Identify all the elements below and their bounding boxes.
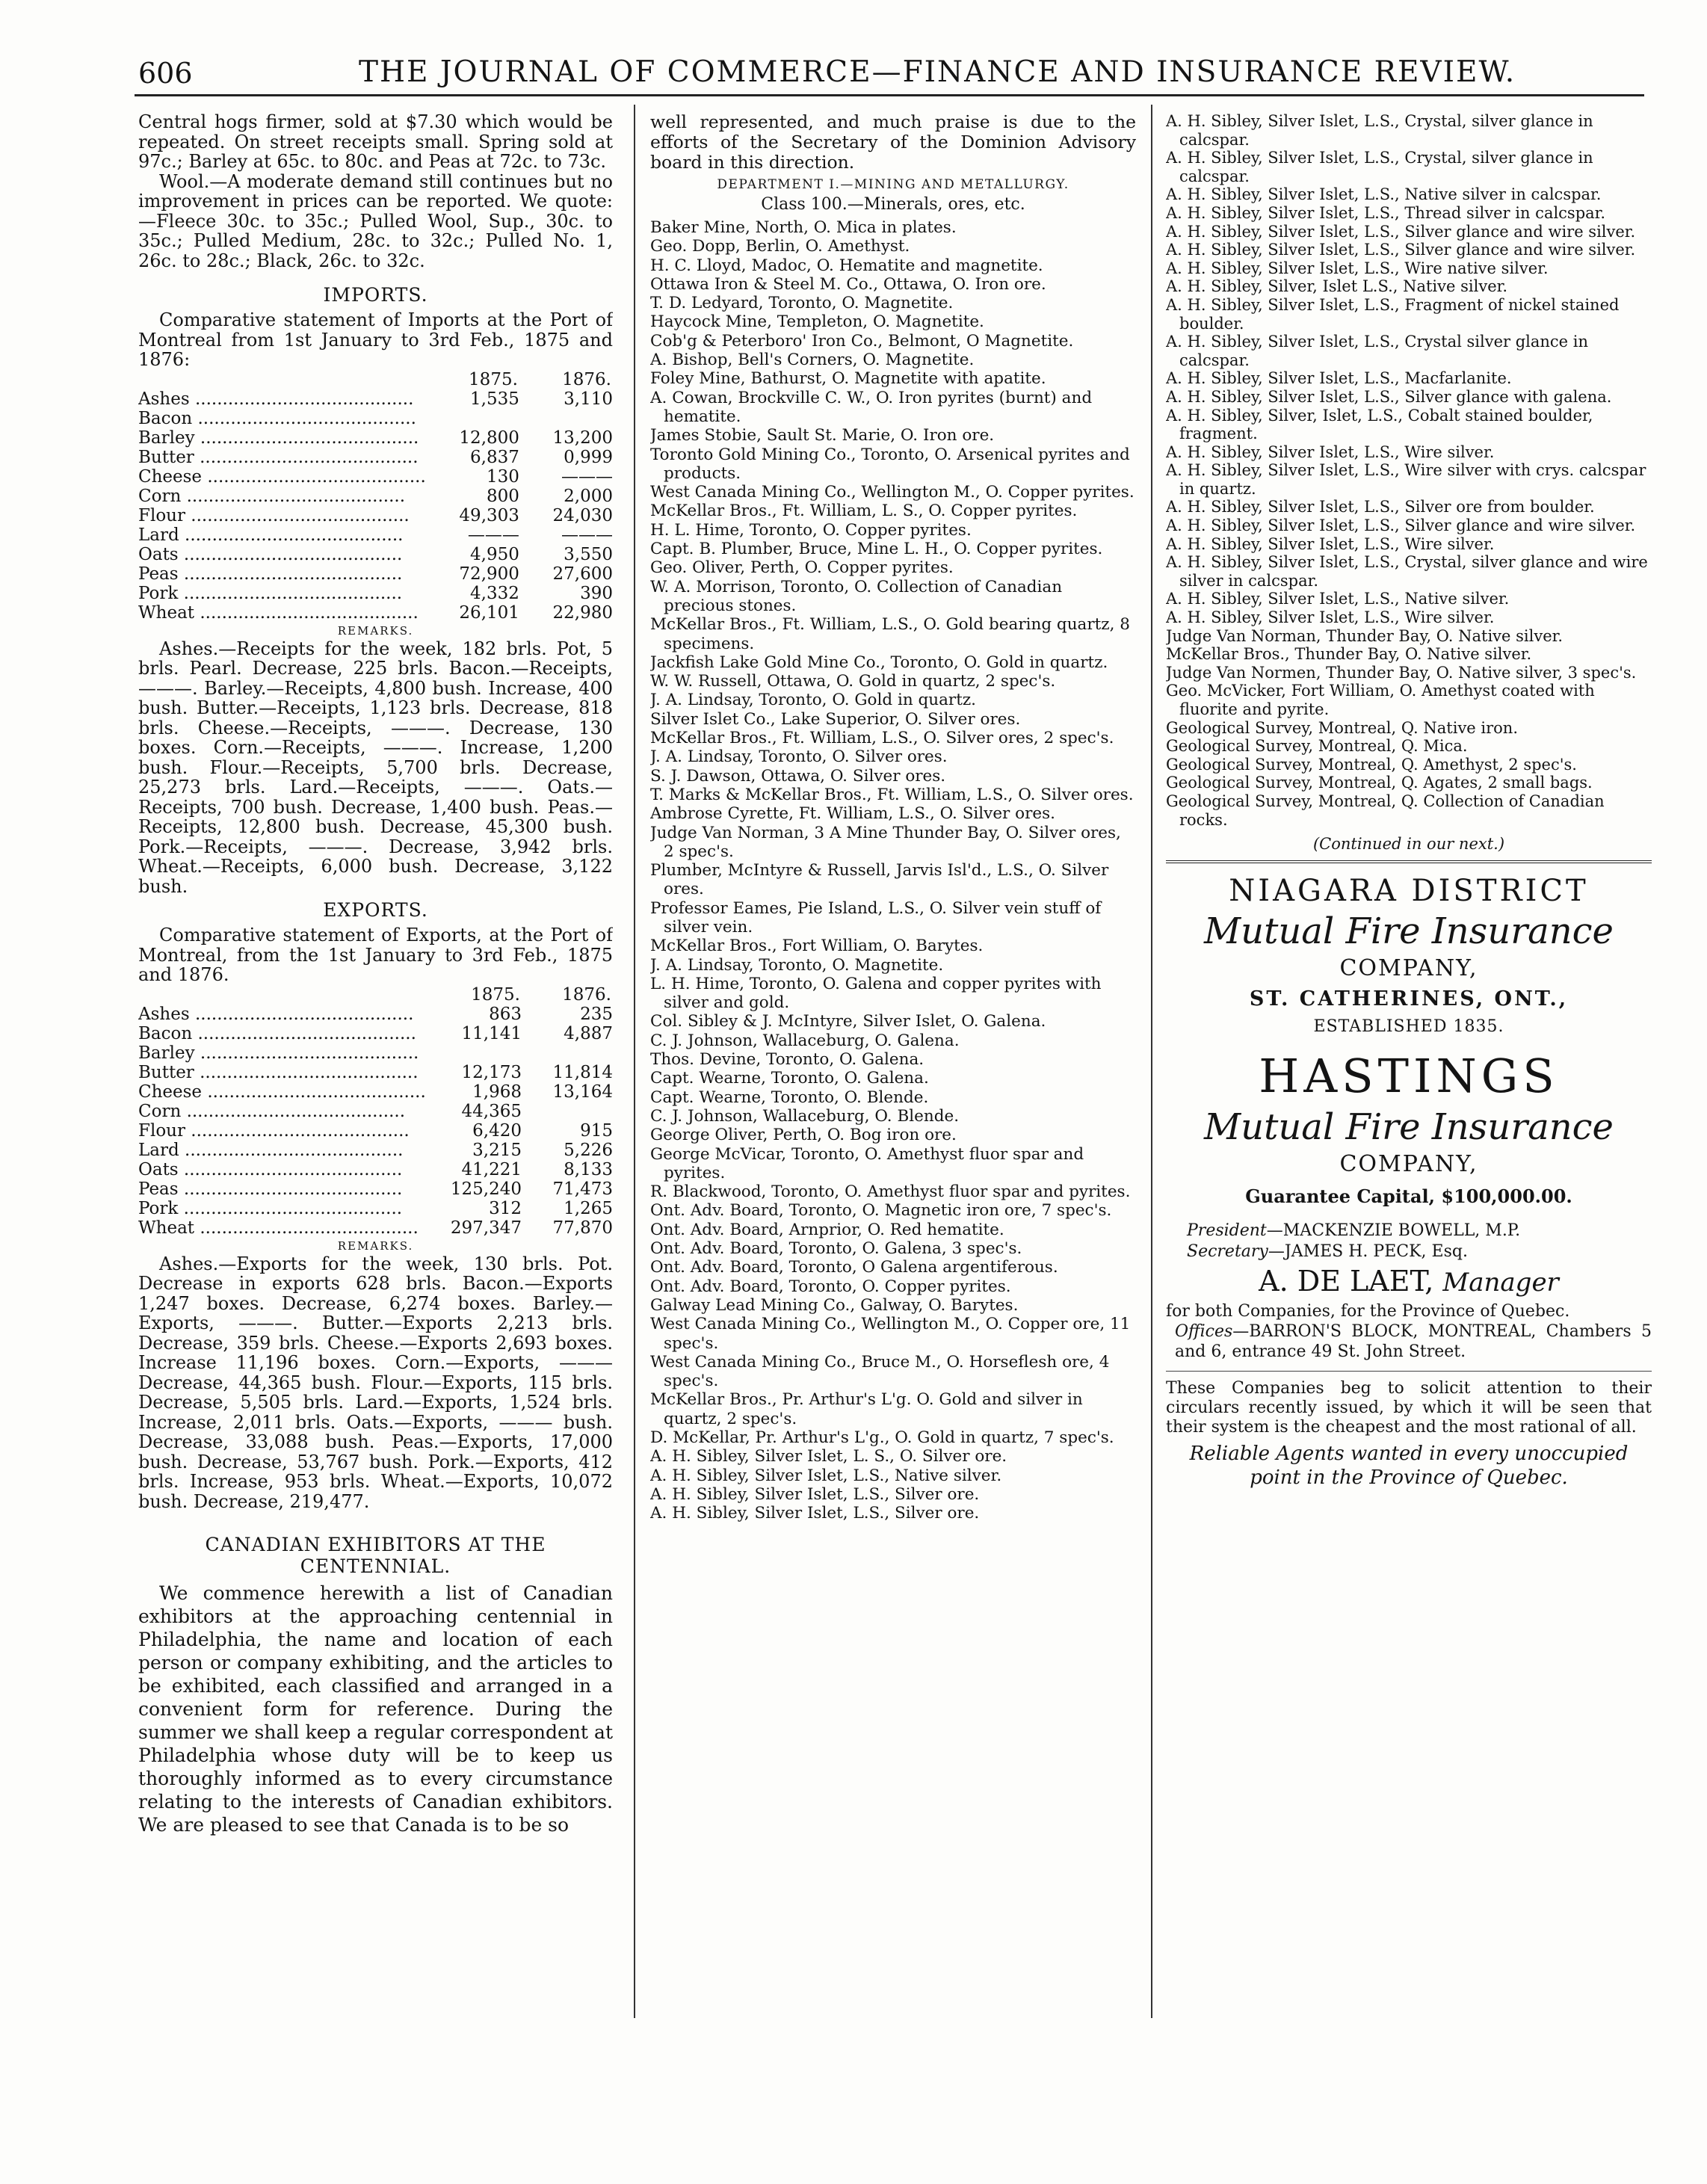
exhibitor-entry: Plumber, McIntyre & Russell, Jarvis Isl'd., L.S., O. Silver ores.	[650, 861, 1109, 899]
guarantee-capital: Guarantee Capital, $100,000.00.	[1245, 1185, 1572, 1208]
imports-row	[138, 584, 613, 603]
exports-value-1876: 13,164	[552, 1082, 613, 1102]
exhibitor-entry: Ottawa Iron & Steel M. Co., Ottawa, O. Iron ore.	[650, 274, 1046, 294]
exhibitor-entry: A. H. Sibley, Silver Islet, L.S., Crystal, silver glance in calcspar.	[1166, 112, 1593, 149]
exports-remarks-heading: REMARKS.	[337, 1238, 414, 1253]
imports-item: Flour ........................................	[138, 505, 410, 525]
exhibitor-entry: T. Marks & McKellar Bros., Ft. William, L.S., O. Silver ores.	[650, 785, 1134, 804]
exhibitor-entry: A. H. Sibley, Silver Islet, L.S., Native silver.	[1166, 590, 1510, 608]
exhibitor-entry: George Oliver, Perth, O. Bog iron ore.	[650, 1126, 957, 1145]
exports-year-1875: 1875.	[471, 984, 520, 1005]
exhibitor-entry: R. Blackwood, Toronto, O. Amethyst fluor spar and pyrites.	[650, 1182, 1131, 1202]
imports-value-1875: 800	[487, 486, 519, 506]
exhibitor-entry: Geological Survey, Montreal, Q. Mica.	[1166, 737, 1468, 756]
imports-item: Wheat ........................................	[138, 602, 419, 623]
imports-row	[138, 487, 613, 506]
imports-row	[138, 448, 613, 467]
exhibitor-entry: Ont. Adv. Board, Toronto, O. Galena, 3 spec's.	[650, 1239, 1022, 1259]
exhibitor-entry: Geological Survey, Montreal, Q. Agates, 2 small bags.	[1166, 774, 1593, 792]
exports-value-1876: 71,473	[552, 1179, 613, 1199]
exhibitor-entry: J. A. Lindsay, Toronto, O. Gold in quartz.	[650, 691, 977, 710]
exports-item: Flour ........................................	[138, 1120, 410, 1141]
exhibitor-entry: A. H. Sibley, Silver Islet, L.S., Silver glance and wire silver.	[1166, 516, 1636, 535]
imports-value-1876: ———	[561, 466, 613, 487]
exhibitor-entry: A. H. Sibley, Silver Islet, L.S., Macfarlanite.	[1166, 369, 1512, 388]
imports-item: Cheese ........................................	[138, 466, 426, 487]
exhibitor-entry: A. Bishop, Bell's Corners, O. Magnetite.	[650, 351, 975, 370]
niagara-location: ST. CATHERINES, ONT.,	[1249, 987, 1569, 1011]
imports-remarks-heading: REMARKS.	[337, 623, 414, 638]
exhibitor-entry: A. H. Sibley, Silver Islet, L.S., Crystal, silver glance in calcspar.	[1166, 149, 1593, 185]
exhibitor-entry: McKellar Bros., Thunder Bay, O. Native silver.	[1166, 645, 1532, 664]
manager-name: A. DE LAET,	[1259, 1265, 1434, 1298]
exhibitor-entry: A. H. Sibley, Silver Islet, L.S., Crystal silver glance in calcspar.	[1166, 333, 1589, 369]
exports-value-1876	[522, 1102, 613, 1121]
exhibitor-entry: A. H. Sibley, Silver, Islet L.S., Native silver.	[1166, 277, 1508, 296]
imports-row	[138, 409, 613, 428]
exhibitor-entry: A. H. Sibley, Silver Islet, L.S., Wire silver.	[1166, 608, 1495, 627]
exhibitor-entry: J. A. Lindsay, Toronto, O. Magnetite.	[650, 955, 944, 975]
exhibitor-entry: A. H. Sibley, Silver Islet, L.S., Silver glance and wire silver.	[1166, 222, 1636, 241]
column-2	[650, 112, 1136, 1523]
exports-item: Peas ........................................	[138, 1179, 403, 1199]
exhibitor-entry: A. H. Sibley, Silver Islet, L.S., Wire silver.	[1166, 534, 1495, 553]
imports-row	[138, 603, 613, 623]
hastings-title: HASTINGS	[1259, 1049, 1559, 1104]
exhibitor-entry: Cob'g & Peterboro' Iron Co., Belmont, O Magnetite.	[650, 331, 1074, 351]
exhibitor-entry: A. H. Sibley, Silver Islet, L.S., Crystal, silver glance and wire silver in calcspar.	[1166, 553, 1648, 590]
exports-row	[138, 1179, 613, 1199]
exports-value-1875: 312	[489, 1198, 522, 1218]
offices-line	[1166, 1321, 1652, 1362]
exhibitor-entry: Col. Sibley & J. McIntyre, Silver Islet, O. Galena.	[650, 1012, 1046, 1031]
exhibitor-entry: Galway Lead Mining Co., Galway, O. Barytes.	[650, 1295, 1019, 1315]
imports-item: Lard ........................................	[138, 525, 404, 545]
province-line: for both Companies, for the Province of Quebec.	[1166, 1302, 1570, 1321]
centennial-body: We commence herewith a list of Canadian exhibitors at the approaching centennial in Philadelphia, the name and location of each person or company exhibiting, and the articles to be exhibited, each classified and arranged in a convenient form for reference. During the summer we shall keep a regular correspondent at Philadelphia whose duty will be to keep us thoroughly informed as to every circumstance relating to the interests of Canadian exhibitors. We are pleased to see that Canada is to be so	[138, 1582, 613, 1836]
exhibitor-entry: Judge Van Norman, 3 A Mine Thunder Bay, O. Silver ores, 2 spec's.	[650, 823, 1121, 861]
exports-value-1876: 235	[580, 1004, 613, 1024]
exhibitor-entry: Geo. Oliver, Perth, O. Copper pyrites.	[650, 558, 954, 578]
imports-heading: IMPORTS.	[323, 284, 428, 306]
continued-note: (Continued in our next.)	[1312, 835, 1505, 854]
imports-value-1875: 4,950	[470, 544, 519, 564]
exports-value-1875: 863	[489, 1004, 522, 1024]
exports-item: Oats ........................................	[138, 1159, 403, 1179]
president-label: President	[1187, 1221, 1267, 1241]
exports-value-1875: 41,221	[461, 1159, 522, 1179]
exhibitor-entry: A. H. Sibley, Silver Islet, L.S., Native silver.	[650, 1466, 1002, 1485]
exhibitor-entry: Judge Van Norman, Thunder Bay, O. Native silver.	[1166, 626, 1564, 645]
exhibitor-entry: Baker Mine, North, O. Mica in plates.	[650, 218, 957, 237]
imports-value-1876: 3,550	[564, 544, 613, 564]
imports-value-1875: 130	[487, 466, 519, 487]
exports-item: Bacon ........................................	[138, 1023, 416, 1043]
imports-year-1876: 1876.	[562, 369, 611, 389]
imports-value-1876: 390	[580, 583, 613, 603]
exhibitor-entry: Geological Survey, Montreal, Q. Amethyst, 2 spec's.	[1166, 755, 1577, 774]
hastings-script-title: Mutual Fire Insurance	[1204, 1106, 1614, 1149]
journal-masthead: THE JOURNAL OF COMMERCE—FINANCE AND INSURANCE REVIEW.	[359, 55, 1516, 89]
imports-row	[138, 389, 613, 409]
exhibitor-entry: L. H. Hime, Toronto, O. Galena and copper pyrites with silver and gold.	[650, 974, 1102, 1013]
imports-value-1875: 4,332	[470, 583, 519, 603]
exhibitor-entry: A. H. Sibley, Silver Islet, L.S., Native silver in calcspar.	[1166, 185, 1602, 204]
imports-value-1876: 2,000	[564, 486, 613, 506]
exhibitor-entry: A. H. Sibley, Silver, Islet, L.S., Cobalt stained boulder, fragment.	[1166, 406, 1593, 443]
secretary-label: Secretary	[1187, 1242, 1268, 1262]
secretary-line	[1166, 1241, 1652, 1262]
exports-value-1875: 1,968	[472, 1082, 522, 1102]
imports-value-1875	[426, 409, 519, 428]
imports-item: Pork ........................................	[138, 583, 403, 603]
exports-value-1875: 6,420	[472, 1120, 522, 1141]
wool-paragraph: Wool.—A moderate demand still continues but no improvement in prices can be reported. We quote:—Fleece 30c. to 35c.; Pulled Wool, Sup., 30c. to 35c.; Pulled Medium, 28c. to 32c.; Pulled No. 1, 26c. to 28c.; Black, 26c. to 32c.	[138, 170, 613, 271]
exports-value-1875: 3,215	[472, 1140, 522, 1160]
exhibitor-entry: Professor Eames, Pie Island, L.S., O. Silver vein stuff of silver vein.	[650, 898, 1102, 937]
circulars-notice: These Companies beg to solicit attention to their circulars recently issued, by which it will be seen that their system is the cheapest and the most rational of all.	[1166, 1371, 1652, 1437]
imports-item: Ashes ........................................	[138, 389, 414, 409]
exports-value-1875: 44,365	[461, 1101, 522, 1121]
exhibitor-entry: W. A. Morrison, Toronto, O. Collection of Canadian precious stones.	[650, 577, 1063, 615]
imports-value-1876: 0,999	[564, 447, 613, 467]
exhibitor-entry: Jackfish Lake Gold Mine Co., Toronto, O. Gold in quartz.	[650, 653, 1108, 672]
exports-value-1876: 11,814	[552, 1062, 613, 1082]
exports-remarks: Ashes.—Exports for the week, 130 brls. Pot. Decrease in exports 628 brls. Bacon.—Exports 1,247 boxes. Decrease, 6,274 boxes. Barley.—Exports, ———. Butter.—Exports 2,213 brls. Decrease, 359 brls. Cheese.—Exports 2,693 boxes. Increase 11,196 boxes. Corn.—Exports, ———Decrease, 44,365 bush. Flour.—Exports, 115 brls. Decrease, 5,505 brls. Lard.—Exports, 1,524 brls. Increase, 2,011 brls. Oats.—Exports, ——— bush. Decrease, 33,088 bush. Peas.—Exports, 17,000 bush. Decrease, 53,767 bush. Pork.—Exports, 412 brls. Increase, 953 brls. Wheat.—Exports, 10,072 bush. Decrease, 219,477.	[138, 1253, 613, 1512]
exports-value-1876: 915	[580, 1120, 613, 1141]
exhibitor-list	[1166, 112, 1652, 829]
imports-value-1875: 49,303	[459, 505, 519, 525]
centennial-heading: CANADIAN EXHIBITORS AT THE CENTENNIAL.	[205, 1534, 546, 1577]
exhibitor-entry: Haycock Mine, Templeton, O. Magnetite.	[650, 312, 984, 332]
niagara-script-title: Mutual Fire Insurance	[1204, 910, 1614, 953]
imports-table	[138, 370, 613, 623]
exhibitor-entry: Geological Survey, Montreal, Q. Native iron.	[1166, 718, 1519, 737]
imports-value-1876: 27,600	[552, 564, 613, 584]
imports-item: Butter ........................................	[138, 447, 419, 467]
exhibitor-entry: T. D. Ledyard, Toronto, O. Magnetite.	[650, 294, 954, 313]
imports-row	[138, 428, 613, 448]
exports-item: Butter ........................................	[138, 1062, 419, 1082]
exports-row	[138, 1218, 613, 1238]
manager-title: Manager	[1442, 1268, 1559, 1298]
exhibitor-entry: A. H. Sibley, Silver Islet, L.S., Silver glance with galena.	[1166, 387, 1612, 406]
department-heading: DEPARTMENT I.—MINING AND METALLURGY.	[717, 177, 1069, 192]
exhibitor-entry: Judge Van Normen, Thunder Bay, O. Native silver, 3 spec's.	[1166, 663, 1637, 682]
exports-row	[138, 1199, 613, 1218]
exhibitor-entry: McKellar Bros., Ft. William, L.S., O. Gold bearing quartz, 8 specimens.	[650, 615, 1130, 653]
exhibitor-entry: A. H. Sibley, Silver Islet, L.S., Wire silver.	[1166, 442, 1495, 461]
exhibitor-entry: S. J. Dawson, Ottawa, O. Silver ores.	[650, 766, 946, 786]
column-divider	[1151, 105, 1152, 2018]
exports-row	[138, 1024, 613, 1043]
exhibitor-entry: Silver Islet Co., Lake Superior, O. Silver ores.	[650, 709, 1021, 729]
exports-row	[138, 1082, 613, 1102]
insurance-advertisement	[1166, 860, 1652, 1490]
imports-year-1875: 1875.	[469, 369, 518, 389]
imports-value-1876: 22,980	[552, 602, 613, 623]
exports-value-1876: 1,265	[564, 1198, 613, 1218]
exports-year-1876: 1876.	[562, 984, 611, 1005]
exhibitor-entry: Geo. McVicker, Fort William, O. Amethyst coated with fluorite and pyrite.	[1166, 682, 1595, 718]
exports-value-1876: 5,226	[564, 1140, 613, 1160]
imports-value-1876	[519, 409, 613, 428]
exports-value-1875: 11,141	[461, 1023, 522, 1043]
exhibitor-entry: James Stobie, Sault St. Marie, O. Iron ore.	[650, 426, 995, 445]
exhibitor-entry: West Canada Mining Co., Wellington M., O. Copper ore, 11 spec's.	[650, 1315, 1131, 1353]
exhibitor-entry: A. Cowan, Brockville C. W., O. Iron pyrites (burnt) and hematite.	[650, 388, 1093, 426]
exhibitor-entry: Toronto Gold Mining Co., Toronto, O. Arsenical pyrites and products.	[650, 445, 1130, 483]
exports-intro: Comparative statement of Exports, at the Port of Montreal, from the 1st January to 3rd Feb., 1875 and 1876.	[138, 925, 613, 985]
exhibitor-entry: McKellar Bros., Fort William, O. Barytes.	[650, 937, 984, 956]
exhibitor-entry: Thos. Devine, Toronto, O. Galena.	[650, 1050, 925, 1070]
imports-value-1876: 24,030	[552, 505, 613, 525]
imports-intro: Comparative statement of Imports at the Port of Montreal from 1st January to 3rd Feb., 1875 and 1876:	[138, 309, 613, 370]
exports-row	[138, 1121, 613, 1141]
exhibitor-entry: C. J. Johnson, Wallaceburg, O. Galena.	[650, 1031, 960, 1050]
exports-item: Corn ........................................	[138, 1101, 406, 1121]
centennial-continuation: well represented, and much praise is due to the efforts of the Secretary of the Dominion Advisory board in this direction.	[650, 112, 1136, 173]
exhibitor-entry: A. H. Sibley, Silver Islet, L.S., Silver ore.	[650, 1484, 980, 1504]
exhibitor-entry: H. C. Lloyd, Madoc, O. Hematite and magnetite.	[650, 256, 1043, 275]
exports-value-1875	[426, 1043, 522, 1063]
exhibitor-entry: A. H. Sibley, Silver Islet, L.S., Thread silver in calcspar.	[1166, 203, 1606, 222]
exhibitor-entry: J. A. Lindsay, Toronto, O. Silver ores.	[650, 747, 948, 767]
imports-value-1875: 12,800	[459, 428, 519, 448]
imports-item: Oats ........................................	[138, 544, 403, 564]
imports-item: Corn ........................................	[138, 486, 406, 506]
exhibitor-entry: D. McKellar, Pr. Arthur's L'g., O. Gold in quartz, 7 spec's.	[650, 1428, 1114, 1447]
exhibitor-entry: Ambrose Cyrette, Ft. William, L.S., O. Silver ores.	[650, 804, 1055, 824]
exports-item: Lard ........................................	[138, 1140, 404, 1160]
niagara-title: NIAGARA DISTRICT	[1229, 874, 1589, 909]
exhibitor-entry: A. H. Sibley, Silver Islet, L. S., O. Silver ore.	[650, 1447, 1007, 1466]
hastings-company: COMPANY,	[1339, 1151, 1478, 1178]
niagara-established: ESTABLISHED 1835.	[1313, 1017, 1504, 1037]
exports-item: Cheese ........................................	[138, 1082, 426, 1102]
secretary-name: —JAMES H. PECK, Esq.	[1268, 1242, 1468, 1262]
exhibitor-entry: Capt. B. Plumber, Bruce, Mine L. H., O. Copper pyrites.	[650, 540, 1103, 559]
exhibitor-entry: Geo. Dopp, Berlin, O. Amethyst.	[650, 237, 910, 256]
exhibitor-entry: Foley Mine, Bathurst, O. Magnetite with apatite.	[650, 369, 1046, 389]
imports-value-1875: 6,837	[470, 447, 519, 467]
exports-row	[138, 1141, 613, 1160]
offices-address: —BARRON'S BLOCK, MONTREAL, Chambers 5 and 6, entrance 49 St. John Street.	[1175, 1322, 1652, 1362]
market-paragraph: Central hogs firmer, sold at $7.30 which would be repeated. On street receipts small. Spring sold at 97c.; Barley at 65c. to 80c. and Peas at 72c. to 73c.	[138, 112, 613, 172]
exhibitor-entry: A. H. Sibley, Silver Islet, L.S., Silver ore from boulder.	[1166, 498, 1595, 516]
exhibitor-entry: West Canada Mining Co., Wellington M., O. Copper pyrites.	[650, 483, 1135, 502]
exhibitor-entry: McKellar Bros., Ft. William, L. S., O. Copper pyrites.	[650, 502, 1078, 521]
exports-value-1876: 4,887	[564, 1023, 613, 1043]
exports-table	[138, 985, 613, 1238]
imports-row	[138, 564, 613, 584]
exhibitor-entry: C. J. Johnson, Wallaceburg, O. Blende.	[650, 1106, 960, 1126]
exhibitor-entry: Ont. Adv. Board, Toronto, O. Magnetic iron ore, 7 spec's.	[650, 1201, 1112, 1221]
header-rule	[135, 94, 1644, 96]
exports-value-1876	[522, 1043, 613, 1063]
exports-item: Barley ........................................	[138, 1043, 419, 1063]
exports-row	[138, 1005, 613, 1024]
imports-item: Barley ........................................	[138, 428, 419, 448]
imports-value-1875: ———	[467, 525, 519, 545]
exports-item: Wheat ........................................	[138, 1218, 419, 1238]
exhibitor-entry: A. H. Sibley, Silver Islet, L.S., Wire native silver.	[1166, 259, 1549, 277]
exhibitor-entry: Ont. Adv. Board, Toronto, O Galena argentiferous.	[650, 1258, 1058, 1277]
president-line	[1166, 1221, 1652, 1241]
exports-heading: EXPORTS.	[323, 899, 428, 921]
imports-remarks: Ashes.—Receipts for the week, 182 brls. Pot, 5 brls. Pearl. Decrease, 225 brls. Bacon.—Receipts, ———. Barley.—Receipts, 4,800 bush. Increase, 400 bush. Butter.—Receipts, 1,123 brls. Decrease, 818 brls. Cheese.—Receipts, ———. Decrease, 130 boxes. Corn.—Receipts, ———. Increase, 1,200 bush. Flour.—Receipts, 5,700 brls. Decrease, 25,273 brls. Lard.—Receipts, ———. Oats.—Receipts, 700 bush. Decrease, 1,400 bush. Peas.—Receipts, 12,800 bush. Decrease, 45,300 bush. Pork.—Receipts, ———. Decrease, 3,942 brls. Wheat.—Receipts, 6,000 bush. Decrease, 3,122 bush.	[138, 638, 613, 897]
imports-row	[138, 525, 613, 545]
exhibitor-entry: H. L. Hime, Toronto, O. Copper pyrites.	[650, 520, 972, 540]
exports-row	[138, 1102, 613, 1121]
class-heading: Class 100.—Minerals, ores, etc.	[761, 195, 1025, 214]
offices-label: Offices	[1175, 1322, 1233, 1342]
column-3	[1166, 112, 1652, 1490]
exhibitor-entry: A. H. Sibley, Silver Islet, L.S., Fragment of nickel stained boulder.	[1166, 295, 1620, 333]
imports-item: Peas ........................................	[138, 564, 403, 584]
exports-row	[138, 1063, 613, 1082]
manager-line	[1166, 1262, 1652, 1301]
exhibitor-entry: Capt. Wearne, Toronto, O. Blende.	[650, 1088, 929, 1107]
exports-row	[138, 1043, 613, 1063]
column-1	[138, 112, 613, 1836]
imports-value-1876: ———	[561, 525, 613, 545]
exports-value-1875: 297,347	[450, 1218, 522, 1238]
exports-item: Pork ........................................	[138, 1198, 403, 1218]
exhibitor-entry: W. W. Russell, Ottawa, O. Gold in quartz, 2 spec's.	[650, 672, 1056, 691]
exhibitor-entry: West Canada Mining Co., Bruce M., O. Horseflesh ore, 4 spec's.	[650, 1352, 1110, 1391]
page-number: 606	[138, 57, 193, 90]
exhibitor-entry: Capt. Wearne, Toronto, O. Galena.	[650, 1069, 929, 1088]
exports-value-1876: 8,133	[564, 1159, 613, 1179]
exports-value-1876: 77,870	[552, 1218, 613, 1238]
exhibitor-list	[650, 218, 1136, 1523]
exports-item: Ashes ........................................	[138, 1004, 414, 1024]
exhibitor-entry: A. H. Sibley, Silver Islet, L.S., Silver glance and wire silver.	[1166, 241, 1636, 259]
niagara-company: COMPANY,	[1339, 955, 1478, 982]
exhibitor-entry: McKellar Bros., Pr. Arthur's L'g. O. Gold and silver in quartz, 2 spec's.	[650, 1390, 1083, 1428]
imports-value-1876: 13,200	[552, 428, 613, 448]
president-name: —MACKENZIE BOWELL, M.P.	[1266, 1221, 1521, 1241]
exhibitor-entry: George McVicar, Toronto, O. Amethyst fluor spar and pyrites.	[650, 1144, 1084, 1182]
imports-row	[138, 467, 613, 487]
column-divider	[634, 105, 635, 2018]
imports-row	[138, 506, 613, 525]
imports-item: Bacon ........................................	[138, 408, 416, 428]
imports-value-1875: 72,900	[459, 564, 519, 584]
exhibitor-entry: Ont. Adv. Board, Arnprior, O. Red hematite.	[650, 1220, 1004, 1239]
exhibitor-entry: Geological Survey, Montreal, Q. Collection of Canadian rocks.	[1166, 792, 1605, 829]
imports-row	[138, 545, 613, 564]
imports-value-1875: 26,101	[459, 602, 519, 623]
exports-value-1875: 125,240	[450, 1179, 522, 1199]
exhibitor-entry: McKellar Bros., Ft. William, L.S., O. Silver ores, 2 spec's.	[650, 729, 1114, 748]
imports-value-1875: 1,535	[470, 389, 519, 409]
imports-value-1876: 3,110	[564, 389, 613, 409]
exports-value-1875: 12,173	[461, 1062, 522, 1082]
agents-wanted: Reliable Agents wanted in every unoccupied point in the Province of Quebec.	[1189, 1443, 1629, 1490]
exhibitor-entry: A. H. Sibley, Silver Islet, L.S., Wire silver with crys. calcspar in quartz.	[1166, 461, 1646, 498]
exhibitor-entry: A. H. Sibley, Silver Islet, L.S., Silver ore.	[650, 1504, 980, 1523]
exhibitor-entry: Ont. Adv. Board, Toronto, O. Copper pyrites.	[650, 1277, 1011, 1296]
exports-row	[138, 1160, 613, 1179]
